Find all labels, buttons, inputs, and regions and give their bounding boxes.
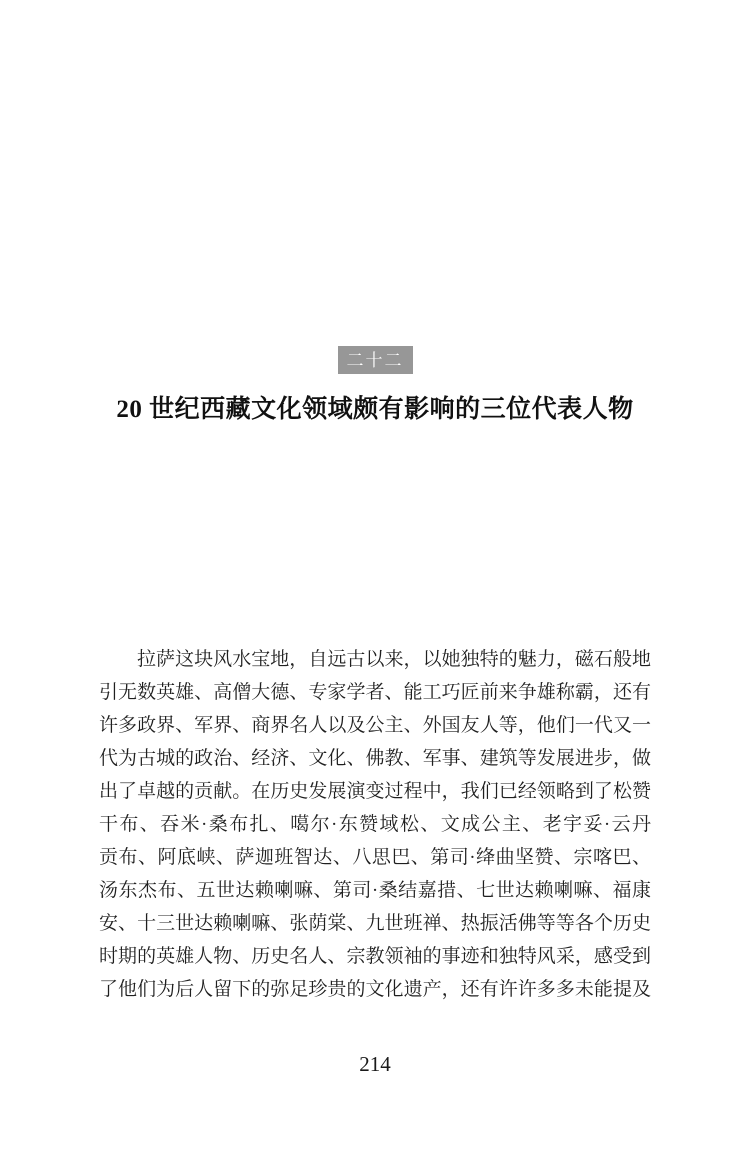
body-paragraph xyxy=(99,643,651,1006)
paragraph-line: 了他们为后人留下的弥足珍贵的文化遗产，还有许许多多未能提及 xyxy=(99,979,651,1000)
paragraph-line: 干布、吞米·桑布扎、噶尔·东赞域松、文成公主、老宇妥·云丹 xyxy=(99,814,651,835)
chapter-badge-row xyxy=(0,346,750,374)
paragraph-line: 拉萨这块风水宝地，自远古以来，以她独特的魅力，磁石般地 xyxy=(137,649,651,670)
paragraph-line: 安、十三世达赖喇嘛、张荫棠、九世班禅、热振活佛等等各个历史 xyxy=(99,913,651,934)
paragraph-line: 引无数英雄、高僧大德、专家学者、能工巧匠前来争雄称霸，还有 xyxy=(99,682,651,703)
chapter-number-badge: 二十二 xyxy=(338,346,413,374)
paragraph-line: 代为古城的政治、经济、文化、佛教、军事、建筑等发展进步，做 xyxy=(99,748,651,769)
paragraph-line: 出了卓越的贡献。在历史发展演变过程中，我们已经领略到了松赞 xyxy=(99,781,651,802)
chapter-title: 20 世纪西藏文化领域颇有影响的三位代表人物 xyxy=(116,396,634,423)
paragraph-line: 汤东杰布、五世达赖喇嘛、第司·桑结嘉措、七世达赖喇嘛、福康 xyxy=(99,880,651,901)
page-number: 214 xyxy=(359,1052,391,1076)
paragraph-line: 时期的英雄人物、历史名人、宗教领袖的事迹和独特风采，感受到 xyxy=(99,946,651,967)
paragraph-line: 许多政界、军界、商界名人以及公主、外国友人等，他们一代又一 xyxy=(99,715,651,736)
paragraph-line: 贡布、阿底峡、萨迦班智达、八思巴、第司·绛曲坚赞、宗喀巴、 xyxy=(99,847,651,868)
